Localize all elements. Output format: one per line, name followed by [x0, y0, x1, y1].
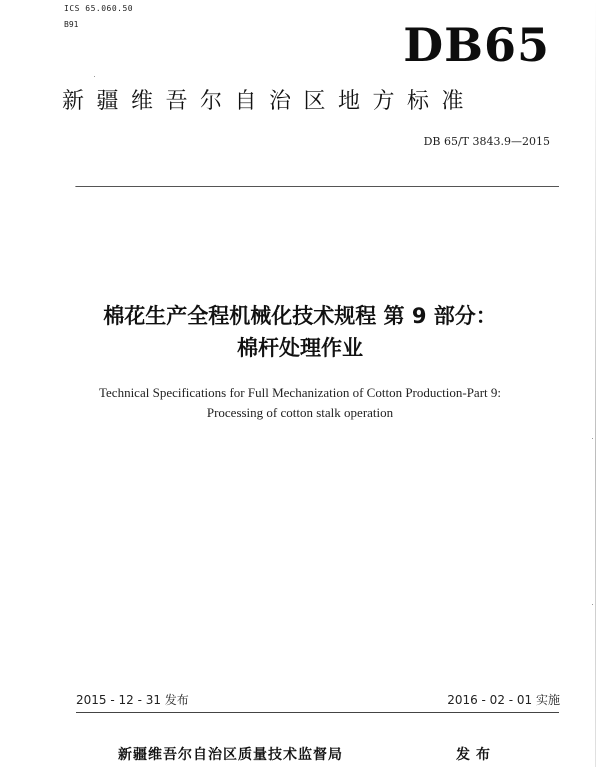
issue-date: 2015 - 12 - 31 发布	[76, 693, 189, 707]
bottom-divider	[76, 712, 559, 713]
top-divider	[76, 186, 559, 187]
classification-code: B91	[64, 20, 79, 29]
standard-logo: DB65	[403, 18, 550, 72]
title-chinese-line1: 棉花生产全程机械化技术规程 第 9 部分：	[103, 304, 497, 328]
standard-number: DB 65/T 3843.9—2015	[423, 135, 550, 148]
scan-speck	[592, 438, 593, 439]
implementation-date: 2016 - 02 - 01 实施	[447, 693, 560, 707]
scan-edge-line	[595, 0, 596, 767]
publisher-name: 新疆维吾尔自治区质量技术监督局	[118, 747, 343, 763]
scan-speck	[75, 186, 76, 187]
standard-type-heading: 新疆维吾尔自治区地方标准	[62, 89, 477, 114]
title-english-line1: Technical Specifications for Full Mechanization of Cotton Production-Part 9:	[99, 385, 501, 400]
title-english-line2: Processing of cotton stalk operation	[206, 405, 394, 420]
scan-speck	[94, 76, 95, 77]
ics-code: ICS 65.060.50	[64, 4, 134, 13]
publish-label: 发布	[456, 747, 496, 763]
scan-speck	[592, 604, 593, 605]
title-chinese-line2: 棉杆处理作业	[237, 336, 363, 360]
